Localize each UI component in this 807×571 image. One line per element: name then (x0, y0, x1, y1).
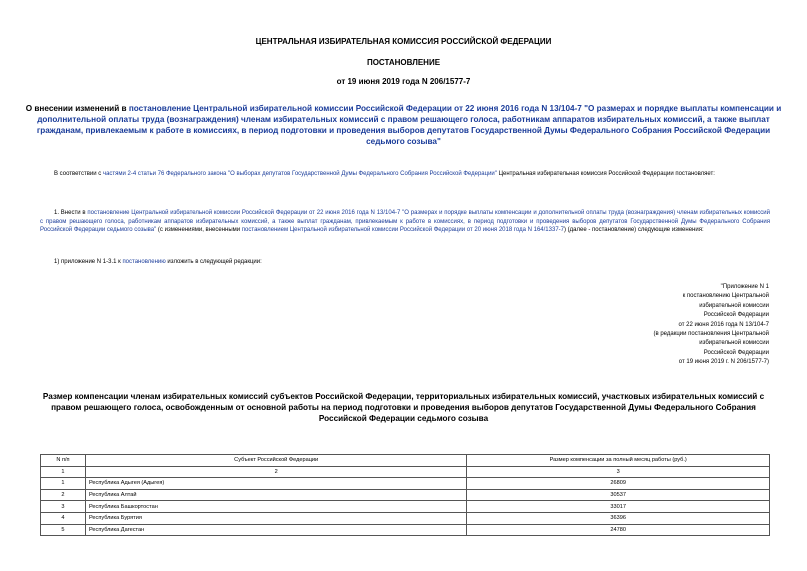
appendix-line: Российской Федерации (703, 312, 769, 319)
row-number: 1 (41, 478, 86, 490)
document-date-number: от 19 июня 2019 года N 206/1577-7 (336, 77, 471, 86)
table-numbering-row (41, 466, 770, 478)
title-link[interactable]: постановление Центральной избирательной комиссии Российской Федерации от 22 июня 2016 года N 13/104-7 "О размерах и порядке выплаты компенсации и дополнительной оплаты труда (вознаграждения) членам избирательных комиссий с правом решающего голоса, работникам аппаратов избирательных комиссий, а также выплат гражданам, привлекаемым к работе в комиссиях, в период подготовки и проведения выборов депутатов Государственной Думы Федерального Собрания Российской Федерации седьмого созыва" (36, 104, 782, 146)
item-1-1-text-1: 1) приложение N 1-3.1 к (54, 259, 123, 265)
table-row (41, 478, 770, 490)
row-number: 2 (41, 489, 86, 501)
item-1-1-text-2: изложить в следующей редакции: (165, 259, 262, 265)
appendix-line: к постановлению Центральной (682, 293, 769, 300)
header-number: N п/п (41, 455, 86, 467)
row-amount: 36396 (467, 512, 770, 524)
item-1-text-3: ) (далее - постановление) следующие изменения: (564, 227, 704, 234)
document-title (20, 103, 787, 147)
preamble (40, 170, 770, 179)
appendix-line: избирательной комиссии (699, 302, 769, 309)
table-row (41, 501, 770, 513)
row-amount: 33017 (467, 501, 770, 513)
appendix-line: избирательной комиссии (699, 340, 769, 347)
numbering-cell: 2 (85, 466, 466, 478)
numbering-cell: 3 (467, 466, 770, 478)
table-header-row (41, 455, 770, 467)
preamble-text-2: Центральная избирательная комиссия Российской Федерации постановляет: (496, 171, 715, 177)
appendix-note (579, 283, 769, 368)
appendix-line: "Приложение N 1 (720, 284, 769, 290)
header-amount: Размер компенсации за полный месяц работы (руб.) (467, 455, 770, 467)
row-amount: 30537 (467, 489, 770, 501)
item-1-1-link[interactable]: постановлению (122, 259, 166, 265)
table-row (41, 512, 770, 524)
item-1-amendment-link[interactable]: постановлением Центральной избирательной комиссии Российской Федерации от 20 июня 2018 года N 164/1337-7 (241, 227, 564, 234)
item-1-text-2: (с изменениями, внесенными (156, 227, 242, 234)
row-subject: Республика Алтай (85, 489, 466, 501)
preamble-law-link[interactable]: частями 2-4 статьи 76 Федерального закона "О выборах депутатов Государственной Думы Федерального Собрания Российской Федерации" (102, 171, 497, 177)
row-subject: Республика Башкортостан (85, 501, 466, 513)
document-type: ПОСТАНОВЛЕНИЕ (366, 58, 441, 67)
item-1-text-1: 1. Внести в (54, 210, 88, 216)
preamble-text-1: В соответствии с (54, 171, 103, 177)
title-prefix: О внесении изменений в (25, 104, 129, 113)
numbering-cell: 1 (41, 466, 86, 478)
table-row (41, 524, 770, 536)
compensation-table (40, 454, 770, 536)
organization-name: ЦЕНТРАЛЬНАЯ ИЗБИРАТЕЛЬНАЯ КОМИССИЯ РОССИЙСКОЙ ФЕДЕРАЦИИ (255, 37, 552, 46)
header-subject: Субъект Российской Федерации (85, 455, 466, 467)
appendix-line: Российской Федерации (703, 349, 769, 356)
row-subject: Республика Адыгея (Адыгея) (85, 478, 466, 490)
appendix-line: от 19 июня 2019 г. N 206/1577-7) (678, 359, 769, 366)
item-1-resolution-link[interactable]: постановление Центральной избирательной комиссии Российской Федерации от 22 июня 2016 года N 13/104-7 "О размерах и порядке выплаты компенсации и дополнительной оплаты труда (вознаграждения) членам избирательных комиссий с правом решающего голоса, работникам аппаратов избирательных комиссий, а также выплат гражданам, привлекаемым к работе в комиссиях, в период подготовки и проведения выборов депутатов Государственной Думы Федерального Собрания Российской Федерации седьмого созыва" (40, 210, 770, 234)
row-subject: Республика Дагестан (85, 524, 466, 536)
table-row (41, 489, 770, 501)
table-title: Размер компенсации членам избирательных комиссий субъектов Российской Федерации, территориальных избирательных комиссий, участковых избирательных комиссий с правом решающего голоса, освобожденным от основной работы на период подготовки и проведения выборов депутатов Государственной Думы Федерального Собрания Российской Федерации седьмого созыва (42, 392, 765, 423)
row-amount: 24780 (467, 524, 770, 536)
row-amount: 26809 (467, 478, 770, 490)
appendix-line: (в редакции постановления Центральной (653, 331, 769, 338)
row-number: 3 (41, 501, 86, 513)
row-number: 5 (41, 524, 86, 536)
appendix-line: от 22 июня 2016 года N 13/104-7 (678, 321, 769, 328)
item-1 (40, 209, 770, 235)
row-number: 4 (41, 512, 86, 524)
item-1-1 (40, 258, 770, 267)
row-subject: Республика Бурятия (85, 512, 466, 524)
